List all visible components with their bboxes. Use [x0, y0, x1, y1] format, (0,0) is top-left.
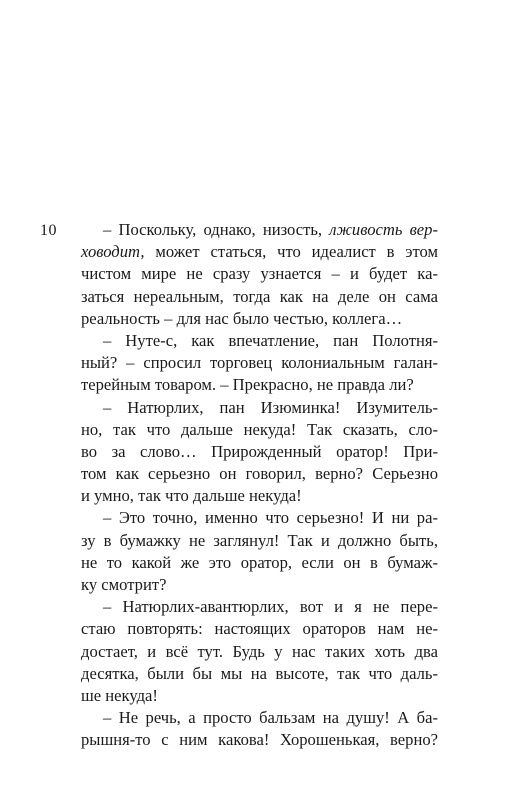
- text-line: ный? – спросил торговец колониальным галан-: [81, 353, 438, 373]
- text-line: десятка, были бы мы на высоте, так что даль-: [81, 663, 438, 683]
- text-line: зу в бумажку не заглянул! Так и должно быть,: [81, 530, 438, 550]
- text-line: заться нереальным, тогда как на деле он сама: [81, 286, 438, 306]
- text-line: реальность – для нас было честью, коллега…: [81, 308, 403, 328]
- text-line: ку смотрит?: [81, 575, 167, 594]
- text-line: [81, 219, 438, 241]
- page-number: 10: [40, 222, 57, 239]
- italic-text: ховодит,: [81, 242, 145, 262]
- text-line: рышня-то с ним какова! Хорошенькая, верно?: [81, 730, 438, 750]
- text-line: и умно, так что дальше некуда!: [81, 486, 302, 506]
- text-line: – Нуте-с, как впечатление, пан Полотня-: [103, 330, 438, 350]
- text-line: но, так что дальше некуда! Так сказать, сло-: [81, 419, 438, 439]
- text-line: не то какой же это оратор, если он в бумаж-: [81, 552, 438, 572]
- text-line: стаю повторять: настоящих ораторов нам не-: [81, 619, 438, 639]
- text-span: – Поскольку, однако, низость,: [103, 220, 330, 239]
- text-line: [81, 241, 438, 263]
- text-line: том как серьезно он говорил, верно? Серьезно: [81, 464, 438, 484]
- text-line: достает, и всё тут. Будь у нас таких хоть два: [81, 641, 438, 661]
- italic-text: лживость вер-: [329, 220, 438, 239]
- text-line: – Не речь, а просто бальзам на душу! А ба-: [103, 708, 438, 728]
- body-text: [81, 219, 438, 752]
- text-line: – Натюрлих-авантюрлих, вот и я не пере-: [103, 597, 438, 617]
- text-line: чистом мире не сразу узнается – и будет ка-: [81, 264, 438, 284]
- text-line: терейным товаром. – Прекрасно, не правда ли?: [81, 375, 414, 395]
- text-line: ше некуда!: [81, 685, 158, 705]
- text-line: – Это точно, именно что серьезно! И ни ра-: [103, 508, 438, 528]
- text-line: во за слово… Прирожденный оратор! При-: [81, 441, 438, 461]
- text-span: может статься, что идеалист в этом: [144, 242, 438, 262]
- text-line: – Натюрлих, пан Изюминка! Изумитель-: [103, 397, 438, 417]
